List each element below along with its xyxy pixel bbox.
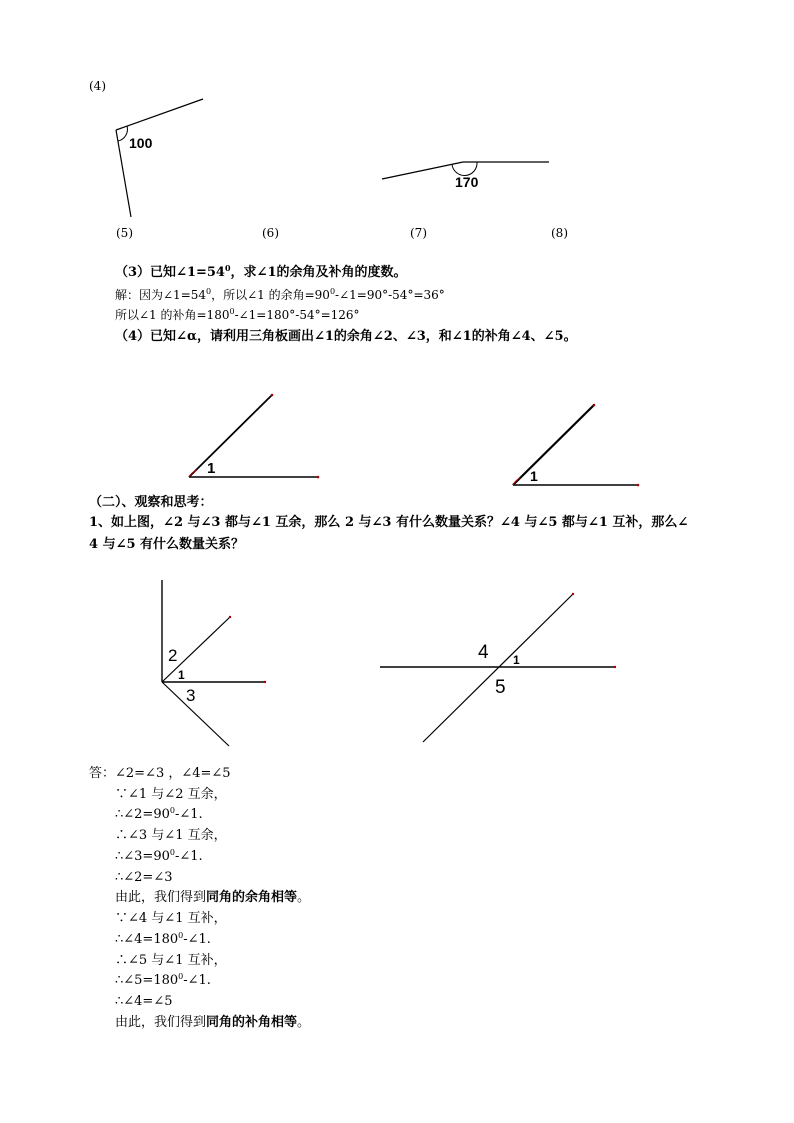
point-dot	[614, 666, 616, 668]
figure-number-8: (8)	[551, 226, 568, 240]
answer-line-1: ∵∠1 与∠2 互余，	[115, 787, 227, 802]
answer-line-11: ∴∠4=∠5	[115, 994, 173, 1009]
problem3-solution-line1: 解：因为$\angle 1=54^0$，所以∠1 的余角$=90^0-\angle 1=90^\circ-54^\circ=36^\circ$	[115, 287, 445, 302]
answer-line-9: ∴∠5 与∠1 互补，	[115, 953, 227, 968]
answer-line-10: $\therefore\angle 5=180^0-\angle 1$.	[115, 972, 211, 988]
point-dot	[264, 681, 266, 683]
line-diagonal	[423, 594, 573, 742]
label-angle-1-diagram-right: 1	[513, 653, 520, 667]
answer-line-5: ∴∠2=∠3	[115, 870, 173, 885]
figure-number-5: (5)	[116, 226, 133, 240]
point-dot	[637, 484, 640, 487]
label-angle-1-right: 1	[530, 468, 538, 484]
ray-alpha-right-upper	[513, 405, 594, 485]
point-dot	[593, 404, 596, 407]
figure-number-4: (4)	[89, 79, 106, 93]
label-angle-3: 3	[186, 686, 196, 705]
ray-alpha-left-upper	[189, 395, 272, 477]
ray-170-left	[382, 162, 463, 179]
answer-line-0: 答：∠2=∠3 ，∠4=∠5	[89, 766, 231, 781]
answer-line-12: 由此，我们得到同角的补角相等。	[115, 1015, 311, 1030]
ray-100-upper	[116, 99, 203, 130]
answer-line-2: $\therefore\angle 2=90^0-\angle 1$.	[115, 806, 203, 822]
point-dot	[229, 616, 231, 618]
section2-question-line1: 1、如上图，∠2 与∠3 都与∠1 互余，那么 2 与∠3 有什么数量关系？∠4 与∠5 都与∠1 互补，那么∠	[89, 515, 689, 530]
point-dot	[572, 593, 574, 595]
answer-line-6: 由此，我们得到同角的余角相等。	[115, 890, 311, 905]
label-angle-2: 2	[168, 646, 178, 665]
answer-line-3: ∴∠3 与∠1 互余，	[115, 828, 227, 843]
ray-lower-diagonal	[162, 682, 229, 746]
point-dot	[317, 476, 320, 479]
figure-number-7: (7)	[410, 226, 427, 240]
label-angle-1-left: 1	[207, 460, 216, 477]
answer-line-8: $\therefore\angle 4=180^0-\angle 1$.	[115, 931, 211, 947]
label-angle-1-diagram-left: 1	[178, 668, 185, 682]
point-dot	[271, 394, 274, 397]
problem4-heading: （4）已知∠α，请利用三角板画出∠1的余角∠2、∠3，和∠1的补角∠4、∠5。	[115, 329, 577, 344]
problem3-solution-line2: 所以∠1 的补角$=180^0-\angle 1=180^\circ-54^\circ=126^\circ$	[115, 307, 360, 322]
section2-question-line2: 4 与∠5 有什么数量关系？	[89, 537, 245, 552]
problem3-heading: （3）已知$\angle 1=54^0$，求∠1的余角及补角的度数。	[115, 263, 407, 280]
label-angle-4: 4	[478, 642, 489, 663]
answer-line-4: $\therefore\angle 3=90^0-\angle 1$.	[115, 848, 203, 864]
label-angle-5: 5	[495, 677, 506, 698]
label-angle-170: 170	[455, 174, 479, 190]
section2-heading: （二）、观察和思考：	[89, 495, 213, 510]
label-angle-100: 100	[129, 135, 153, 151]
answer-line-7: ∵∠4 与∠1 互补，	[115, 911, 227, 926]
figure-number-6: (6)	[262, 226, 279, 240]
